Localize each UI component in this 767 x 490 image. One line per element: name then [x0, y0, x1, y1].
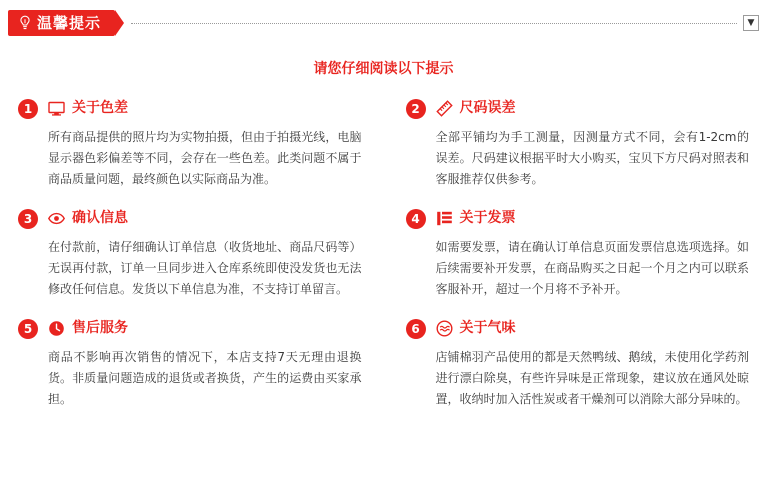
notice-number-badge: 4 — [406, 209, 426, 229]
notice-number-badge: 2 — [406, 99, 426, 119]
lightbulb-icon — [18, 15, 32, 31]
notice-body — [436, 208, 750, 300]
notice-body — [48, 318, 362, 410]
notice-number-badge: 6 — [406, 319, 426, 339]
invoice-icon — [436, 210, 453, 227]
notice-body — [436, 318, 750, 410]
notice-title: 尺码误差 — [459, 100, 516, 116]
notice-text: 在付款前，请仔细确认订单信息（收货地址、商品尺码等）无误再付款，订单一旦同步进入仓库系统即使没发货也无法修改任何信息。发货以下单信息为准，不支持订单留言。 — [48, 240, 362, 296]
notice-item-size-tolerance — [406, 98, 750, 190]
eye-icon — [48, 210, 65, 227]
clock-icon — [48, 320, 65, 337]
notice-grid — [0, 98, 767, 410]
notice-text: 如需要发票，请在确认订单信息页面发票信息选项选择。如后续需要补开发票，在商品购买之日起一个月之内可以联系客服补开，超过一个月将不予补开。 — [435, 240, 749, 296]
notice-head — [48, 318, 362, 338]
notice-item-confirm-info — [18, 208, 362, 300]
notice-head — [48, 208, 362, 228]
notice-body — [48, 208, 362, 300]
notice-text: 商品不影响再次销售的情况下，本店支持7天无理由退换货。非质量问题造成的退货或者换货，产生的运费由买家承担。 — [48, 350, 362, 406]
notice-header-title: 温馨提示 — [37, 13, 102, 32]
chevron-down-icon[interactable] — [743, 15, 759, 31]
header-dotted-rule — [131, 22, 737, 24]
notice-number-badge: 3 — [18, 209, 38, 229]
notice-title: 关于色差 — [72, 100, 128, 116]
notice-title: 关于发票 — [459, 210, 516, 226]
notice-title: 确认信息 — [72, 210, 128, 226]
notice-body — [436, 98, 750, 190]
notice-head — [436, 208, 750, 228]
monitor-icon — [48, 100, 65, 117]
notice-item-color-difference — [18, 98, 362, 190]
notice-text: 店铺棉羽产品使用的都是天然鸭绒、鹅绒，未使用化学药剂进行漂白除臭，有些许异味是正常现象，建议放在通风处晾置，收纳时加入活性炭或者干燥剂可以消除大部分异味的。 — [435, 350, 749, 406]
notice-title: 售后服务 — [72, 320, 128, 336]
notice-head — [48, 98, 362, 118]
notice-number-badge: 1 — [18, 99, 38, 119]
notice-header-badge — [8, 10, 115, 36]
notice-item-invoice — [406, 208, 750, 300]
notice-number-badge: 5 — [18, 319, 38, 339]
notice-title: 关于气味 — [459, 320, 516, 336]
notice-item-after-sales — [18, 318, 362, 410]
notice-head — [436, 318, 750, 338]
chevron-down-glyph: ▼ — [747, 17, 755, 28]
notice-text: 所有商品提供的照片均为实物拍摄，但由于拍摄光线，电脑显示器色彩偏差等不同，会存在一些色差。此类问题不属于商品质量问题，最终颜色以实际商品为准。 — [48, 130, 362, 186]
notice-item-scent — [406, 318, 750, 410]
scent-icon — [436, 320, 453, 337]
notice-header — [0, 0, 767, 46]
notice-body — [48, 98, 362, 190]
notice-subtitle: 请您仔细阅读以下提示 — [313, 61, 454, 77]
ruler-icon — [436, 100, 453, 117]
notice-head — [436, 98, 750, 118]
notice-text: 全部平铺均为手工测量，因测量方式不同，会有1-2cm的误差。尺码建议根据平时大小购买，宝贝下方尺码对照表和客服推荐仅供参考。 — [435, 130, 749, 186]
